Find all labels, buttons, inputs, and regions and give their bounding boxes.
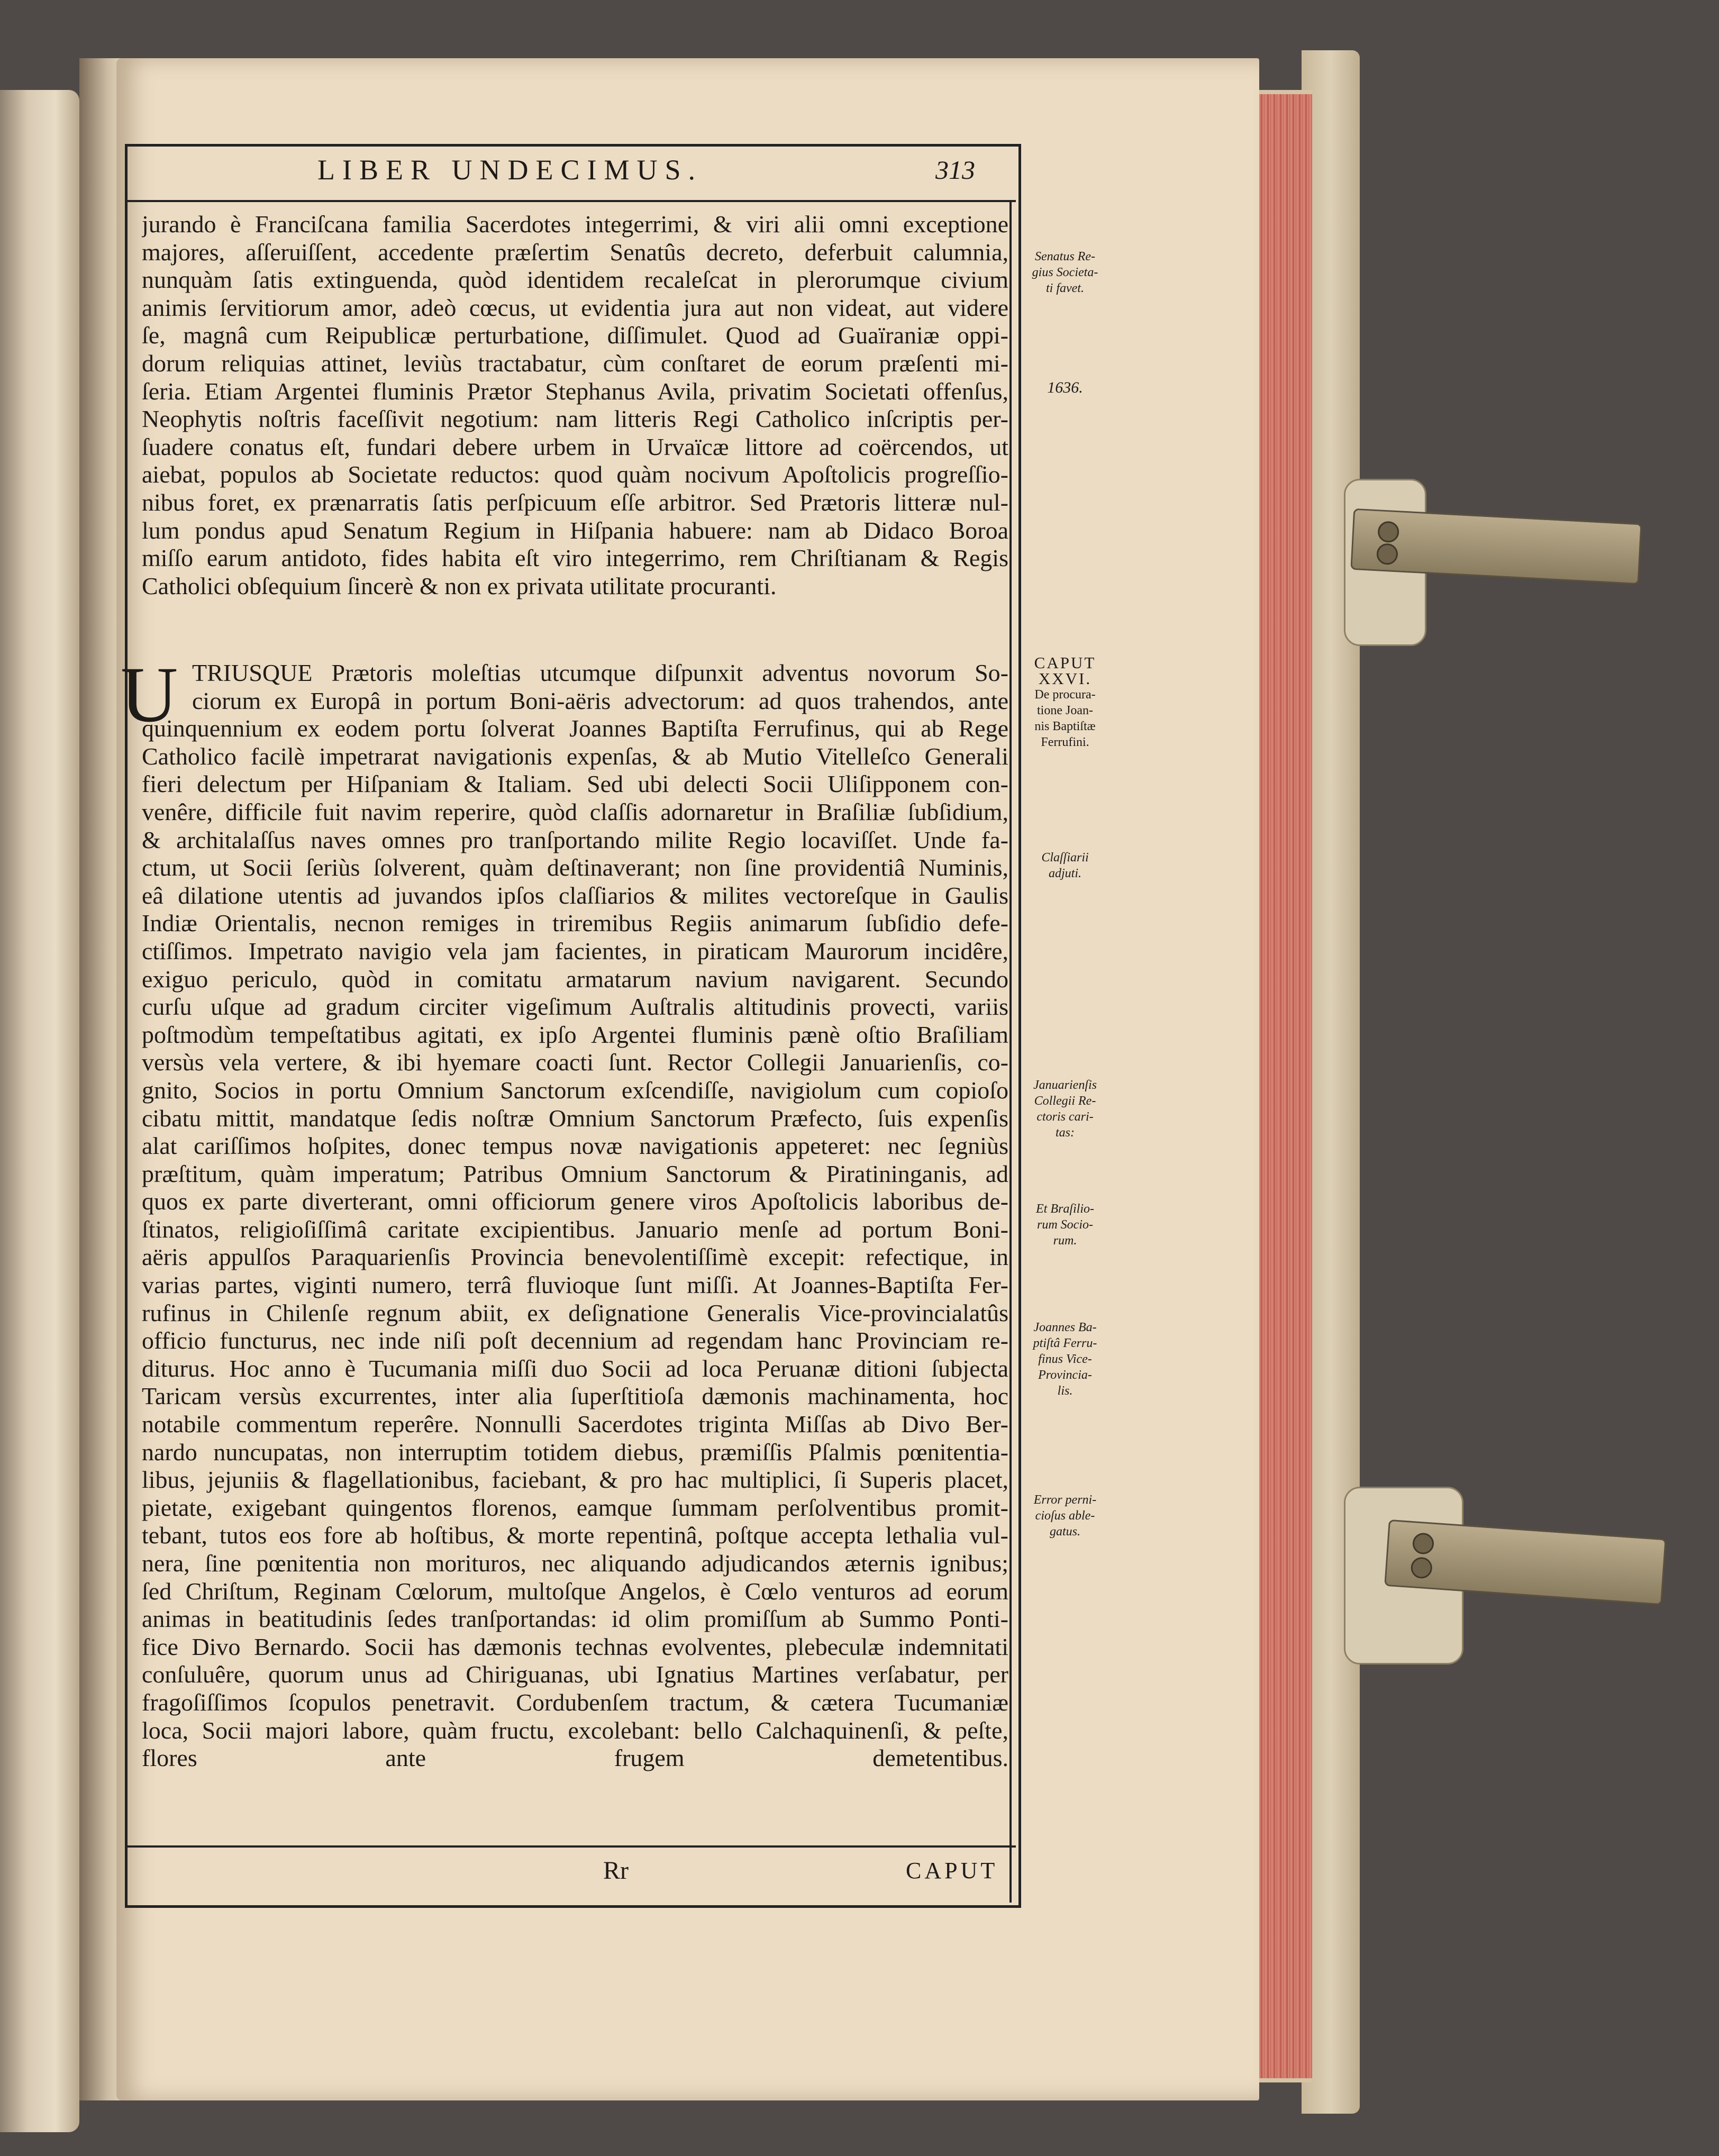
rivet-icon — [1412, 1532, 1435, 1555]
text-line: curſu uſque ad gradum circiter vigeſimum Auſtralis altitudinis provecti, variis — [142, 993, 1008, 1021]
margin-note-line: gatus. — [1049, 1525, 1080, 1539]
margin-note-year — [1017, 380, 1113, 396]
margin-note-line: Januarienſis — [1033, 1078, 1097, 1092]
text-line: Indiæ Orientalis, necnon remiges in triremibus Regiis animarum ſubſidio defe- — [142, 909, 1008, 937]
text-line: gnito, Socios in portu Omnium Sanctorum exſcendiſſe, navigiolum cum copioſo — [142, 1076, 1008, 1104]
text-line: Neophytis noſtris faceſſivit negotium: nam litteris Regi Catholico inſcriptis per- — [142, 405, 1008, 433]
text-line: miſſo earum antidoto, fides habita eſt viro integerrimo, rem Chriſtianam & Regis — [142, 544, 1008, 572]
margin-note-line: Et Braſilio- — [1036, 1202, 1094, 1216]
margin-note-line: rum. — [1053, 1234, 1077, 1248]
text-line: ctiſſimos. Impetrato navigio vela jam facientes, in piraticam Maurorum incidêre, — [142, 937, 1008, 965]
text-line: præſtitum, quàm imperatum; Patribus Omnium Sanctorum & Piratininganis, ad — [142, 1160, 1008, 1187]
rivet-icon — [1410, 1557, 1433, 1579]
catchword: CAPUT — [906, 1858, 998, 1884]
text-line: TRIUSQUE Prætoris moleſtias utcumque diſpunxit adventus novorum So- — [192, 659, 1008, 686]
text-line: ſtinatos, religioſiſſimâ caritate excipientibus. Januario menſe ad portum Boni- — [142, 1215, 1008, 1243]
text-line: Catholici obſequium ſincerè & non ex privata utilitate procuranti. — [142, 572, 777, 599]
paragraph-1 — [142, 211, 1008, 600]
text-line: ſed Chriſtum, Reginam Cœlorum, multoſque Angelos, è Cœlo venturos ad eorum — [142, 1577, 1008, 1605]
rivet-icon — [1376, 543, 1398, 565]
text-line: rufinus in Chilenſe regnum abiit, ex deſignatione Generalis Vice-provincialatûs — [142, 1299, 1008, 1326]
text-line: ciorum ex Europâ in portum Boni-aëris advectorum: ad quos trahendos, ante — [192, 687, 1008, 714]
margin-note-brasilio — [1017, 1201, 1113, 1249]
text-line: majores, aſſeruiſſent, accedente præſertim Senatûs decreto, deferbuit calumnia, — [142, 238, 1008, 266]
text-line: exiguo periculo, quòd in comitatu armatarum navium navigarent. Secundo — [142, 965, 1008, 993]
text-line: aiebat, populos ab Societate reductos: quod quàm nocivum Apoſtolicis progreſſio- — [142, 461, 1008, 488]
running-head: LIBER UNDECIMUS. — [317, 154, 703, 186]
margin-note-line: Ferrufini. — [1041, 735, 1089, 749]
text-line: libus, jejuniis & flagellationibus, faciebant, & pro hac multiplici, ſi Superis placet, — [142, 1466, 1008, 1494]
text-line: nera, ſine pœnitentia non morituros, nec aliquando adjudicandos æternis ignibus; — [142, 1550, 1008, 1577]
text-line: ſeria. Etiam Argentei fluminis Prætor Stephanus Avila, privatim Societati offenſus, — [142, 377, 1008, 405]
margin-note-line: gius Societa- — [1032, 266, 1098, 279]
text-line: flores ante frugem demetentibus. — [142, 1744, 1008, 1772]
margin-note-line: Error perni- — [1033, 1493, 1097, 1507]
margin-note-line: De procura- — [1034, 688, 1096, 702]
text-line: lum pondus apud Senatum Regium in Hiſpania habuere: nam ab Didaco Boroa — [142, 516, 1008, 544]
text-line: fieri delectum per Hiſpaniam & Italiam. Sed ubi delecti Socii Uliſipponem con- — [142, 770, 1008, 798]
text-line: cibatu mittit, mandatque ſedis noſtræ Omnium Sanctorum Præfecto, ſuis expenſis — [142, 1104, 1008, 1132]
margin-note-januariensis — [1017, 1077, 1113, 1141]
text-line: diturus. Hoc anno è Tucumania miſſi duo Socii ad loca Peruanæ ditioni ſubjecta — [142, 1354, 1008, 1382]
drop-cap: U — [121, 651, 178, 739]
text-line: officio functurus, nec inde niſi poſt decennium ad regendam hanc Provinciam re- — [142, 1327, 1008, 1354]
chapter-label: CAPUT — [1034, 653, 1096, 672]
margin-note-caput — [1017, 655, 1113, 750]
text-line: Catholico facilè impetrarat navigationis expenſas, & ab Mutio Vitelleſco Generali — [142, 742, 1008, 770]
text-line: nunquàm ſatis extinguenda, quòd identidem recaleſcat in plerorumque civium — [142, 266, 1008, 294]
text-line: tebant, tutos eos fore ab hoſtibus, & morte repentinâ, poſtque accepta lethalia vul- — [142, 1522, 1008, 1549]
margin-note-line: rum Socio- — [1037, 1218, 1093, 1232]
chapter-number: XXVI. — [1038, 669, 1092, 688]
margin-note-line: nis Baptiſtæ — [1034, 720, 1096, 733]
margin-note-line: tas: — [1056, 1126, 1075, 1140]
header-rule — [127, 200, 1016, 202]
margin-note-line: cioſus able- — [1035, 1509, 1095, 1523]
margin-note-line: Provincia- — [1038, 1368, 1092, 1382]
margin-note-line: Claſſiarii — [1041, 851, 1089, 865]
margin-note-joannes — [1017, 1320, 1113, 1399]
text-line: quinquennium ex eodem portu ſolverat Joannes Baptiſta Ferrufinus, qui ab Rege — [142, 715, 1008, 742]
margin-note-senatus — [1017, 249, 1113, 296]
text-line: fragoſiſſimos ſcopulos penetravit. Cordubenſem tractum, & cætera Tucumaniæ — [142, 1688, 1008, 1716]
text-line: ſuadere conatus eſt, fundari debere urbem in Urvaïcæ littore ad coërcendos, ut — [142, 433, 1008, 460]
text-line: & architalaſſus naves omnes pro tranſportando milite Regio locaviſſet. Unde fa- — [142, 826, 1008, 853]
margin-note-line: tione Joan- — [1037, 704, 1093, 717]
margin-note-line: 1636. — [1047, 379, 1083, 396]
margin-note-line: ti favet. — [1046, 281, 1084, 295]
text-line: poſtmodùm tempeſtatibus agitati, ex ipſo Argentei fluminis pænè oſtio Braſiliam — [142, 1021, 1008, 1048]
signature-mark: Rr — [603, 1857, 629, 1885]
margin-note-line: lis. — [1057, 1384, 1073, 1398]
page-number: 313 — [935, 155, 975, 185]
text-line: versùs vela vertere, & ibi hyemare coacti ſunt. Rector Collegii Januarienſis, co- — [142, 1049, 1008, 1076]
text-line: dorum reliquias attinet, leviùs tractabatur, cùm conſtaret de eorum præſenti mi- — [142, 349, 1008, 377]
margin-column-rule — [1009, 202, 1012, 1903]
text-line: ſe, magnâ cum Reipublicæ perturbatione, diſſimulet. Quod ad Guaïraniæ oppi- — [142, 322, 1008, 349]
text-line: animas in beatitudinis ſedes tranſportandas: id olim promiſſum ab Summo Ponti- — [142, 1605, 1008, 1633]
margin-note-classiarii — [1017, 850, 1113, 881]
text-line: pietate, exigebant quingentos florenos, eamque ſummam perſolventibus promit- — [142, 1494, 1008, 1521]
text-line: Taricam versùs excurrentes, inter alia ſuperſtitioſa dæmonis machinamenta, hoc — [142, 1382, 1008, 1410]
text-line: fice Divo Bernardo. Socii has dæmonis technas evolventes, plebeculæ indemnitati — [142, 1633, 1008, 1660]
text-line: alat cariſſimos hoſpites, donec tempus novæ navigationis appeteret: nec ſegniùs — [142, 1132, 1008, 1160]
margin-note-line: finus Vice- — [1038, 1352, 1092, 1366]
text-line: loca, Socii majori labore, quàm fructu, excolebant: bello Calchaquinenſi, & peſte, — [142, 1716, 1008, 1744]
text-line: animis ſervitiorum amor, adeò cœcus, ut evidentia jura aut non videat, aut videre — [142, 294, 1008, 321]
margin-note-line: Senatus Re- — [1035, 250, 1095, 263]
rivet-icon — [1377, 521, 1399, 543]
text-line: conſuluêre, quorum unus ad Chiriguanas, ubi Ignatius Martines verſabatur, per — [142, 1661, 1008, 1688]
text-line: nardo nuncupatas, non interruptim totidem diebus, præmiſſis Pſalmis pœnitentia- — [142, 1438, 1008, 1466]
text-line: varias partes, viginti numero, terrâ fluvioque ſunt miſſi. At Joannes-Baptiſta Fer- — [142, 1271, 1008, 1299]
text-line: aëris appulſos Paraquarienſis Provincia benevolentiſſimè excepit: refectique, in — [142, 1243, 1008, 1271]
paragraph-2 — [142, 659, 1008, 1772]
margin-note-line: ctoris cari- — [1036, 1110, 1094, 1124]
margin-note-line: Collegii Re- — [1034, 1094, 1096, 1108]
margin-note-line: ptiſtâ Ferru- — [1033, 1336, 1097, 1350]
text-line: notabile commentum reperêre. Nonnulli Sacerdotes triginta Miſſas ab Divo Ber- — [142, 1411, 1008, 1438]
text-line: ctum, ut Socii ſeriùs ſolverent, quàm deſtinaverant; non ſine providentiâ Numinis, — [142, 854, 1008, 881]
text-line: jurando è Franciſcana familia Sacerdotes integerrimi, & viri alii omni exceptione — [142, 211, 1008, 238]
left-page-edge — [0, 90, 79, 2132]
footer-rule — [127, 1845, 1016, 1848]
text-line: nibus foret, ex prænarratis ſatis perſpicuum eſſe arbitror. Sed Prætoris litteræ nul- — [142, 488, 1008, 516]
text-line: venêre, difficile fuit navim reperire, quòd claſſis adornaretur in Braſiliæ ſubſidium, — [142, 798, 1008, 825]
margin-note-error — [1017, 1492, 1113, 1540]
text-line: eâ dilatione utentis ad juvandos ipſos claſſiarios & milites vectoreſque in Gaulis — [142, 881, 1008, 909]
margin-note-line: Joannes Ba- — [1033, 1321, 1097, 1334]
margin-note-line: adjuti. — [1048, 867, 1081, 880]
text-line: quos ex parte diverterant, omni officiorum genere viros Apoſtolicis laboribus de- — [142, 1188, 1008, 1215]
